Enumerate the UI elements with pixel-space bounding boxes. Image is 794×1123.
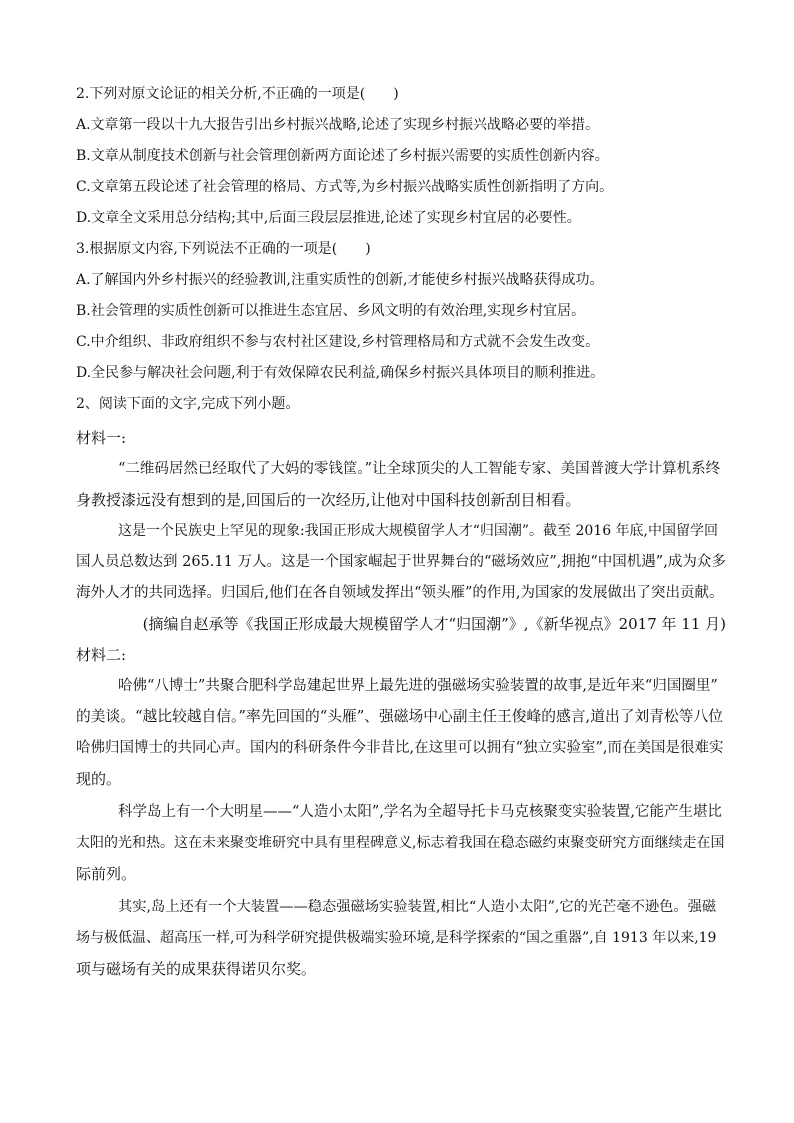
q3-stem: 3.根据原文内容,下列说法不正确的一项是( ) [76,241,371,257]
material2-p2-line3: 际前列。 [76,865,137,883]
material2-p1-line2: 的美谈。“越比较越自信。”率先回国的“头雁”、强磁场中心副主任王俊峰的感言,道出了刘青松等八位 [76,708,723,725]
q2-option-b: B.文章从制度技术创新与社会管理创新两方面论述了乡村振兴需要的实质性创新内容。 [76,148,609,164]
material2-p3-line2: 场与极低温、超高压一样,可为科学研究提供极端实验环境,是科学探索的“国之重器”,自 1913 年以来,19 [76,930,717,946]
material2-p2-line2: 太阳的光和热。这在未来聚变堆研究中具有里程碑意义,标志着我国在稳态磁约束聚变研究方面继续走在国 [76,835,725,851]
q2-option-a: A.文章第一段以十九大报告引出乡村振兴战略,论述了实现乡村振兴战略必要的举措。 [76,117,600,133]
material2-p1-line4: 现的。 [76,770,122,788]
material2-p1-line1: 哈佛“八博士”共聚合肥科学岛建起世界上最先进的强磁场实验装置的故事,是近年来“归国圈里” [118,678,718,694]
section2-intro: 2、阅读下面的文字,完成下列小题。 [76,396,300,412]
material1-p1-line1: “二维码居然已经取代了大妈的零钱筐。”让全球顶尖的人工智能专家、美国普渡大学计算机系终 [118,461,721,477]
material1-p1-line2: 身教授漆远没有想到的是,回国后的一次经历,让他对中国科技创新刮目相看。 [76,491,581,509]
material1-label: 材料一: [76,429,127,447]
material1-p2-line2: 国人员总数达到 265.11 万人。这是一个国家崛起于世界舞台的“磁场效应”,拥抱“中国机遇”,成为众多 [76,554,726,570]
q2-option-c: C.文章第五段论述了社会管理的格局、方式等,为乡村振兴战略实质性创新指明了方向。 [76,179,614,195]
q3-option-a: A.了解国内外乡村振兴的经验教训,注重实质性的创新,才能使乡村振兴战略获得成功。 [76,272,604,288]
material2-label: 材料二: [76,646,127,664]
material2-p3-line1: 其实,岛上还有一个大装置——稳态强磁场实验装置,相比“人造小太阳”,它的光芒毫不逊色。强磁 [118,899,717,915]
q3-option-c: C.中介组织、非政府组织不参与农村社区建设,乡村管理格局和方式就不会发生改变。 [76,334,600,350]
q2-stem: 2.下列对原文论证的相关分析,不正确的一项是( ) [76,86,399,102]
material2-p3-line3: 项与磁场有关的成果获得诺贝尔奖。 [76,960,317,978]
material2-p2-line1: 科学岛上有一个大明星——“人造小太阳”,学名为全超导托卡马克核聚变实验装置,它能产生堪比 [118,804,723,820]
material1-p2-line3: 海外人才的共同选择。归国后,他们在各自领域发挥出“领头雁”的作用,为国家的发展做出了突出贡献。 [76,585,724,601]
material1-source: (摘编自赵承等《我国正形成最大规模留学人才“归国潮”》,《新华视点》2017 年 11 月) [142,615,726,633]
material1-p2-line1: 这是一个民族史上罕见的现象:我国正形成大规模留学人才“归国潮”。截至 2016 年底,中国留学回 [118,523,719,539]
material2-p1-line3: 哈佛归国博士的共同心声。国内的科研条件今非昔比,在这里可以拥有“独立实验室”,而在美国是很难实 [76,740,724,756]
q3-option-b: B.社会管理的实质性创新可以推进生态宜居、乡风文明的有效治理,实现乡村宜居。 [76,303,586,319]
q2-option-d: D.文章全文采用总分结构;其中,后面三段层层推进,论述了实现乡村宜居的必要性。 [76,210,581,226]
q3-option-d: D.全民参与解决社会问题,利于有效保障农民利益,确保乡村振兴具体项目的顺利推进。 [76,365,605,381]
